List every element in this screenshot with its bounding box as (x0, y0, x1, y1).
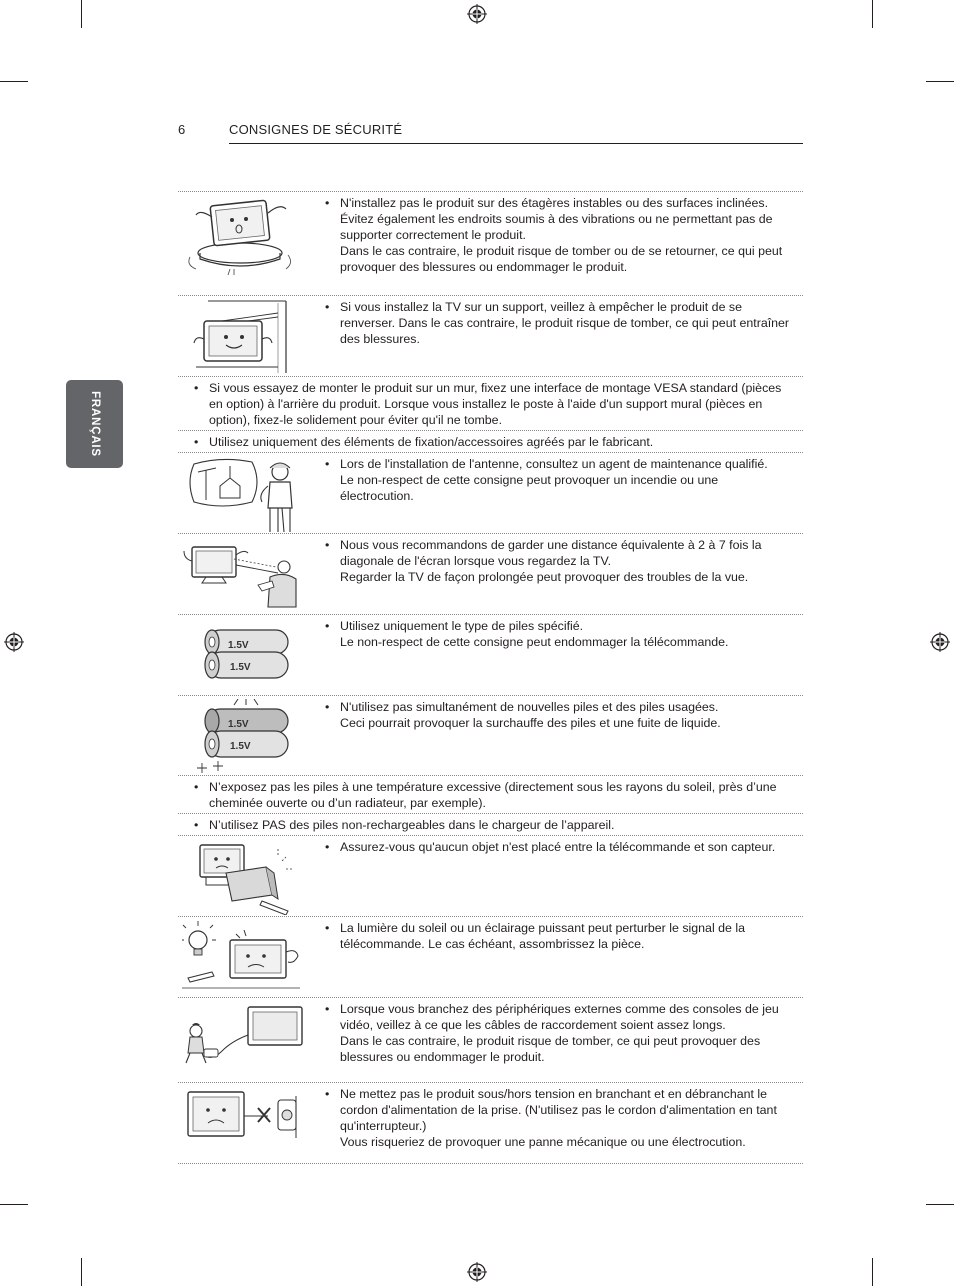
paragraph: N'installez pas le produit sur des étagères instables ou des surfaces inclinées. Évitez également les endroits soumis à des vibrations ou ne permettant pas de supporter correctement le produit. (340, 196, 773, 242)
battery-label: 1.5V (228, 719, 249, 730)
paragraph: Vous risqueriez de provoquer une panne mécanique ou une électrocution. (340, 1134, 746, 1149)
crop-mark (0, 1204, 28, 1205)
section-title: CONSIGNES DE SÉCURITÉ (229, 122, 403, 137)
page-number: 6 (178, 122, 186, 137)
bullet-dot: • (325, 300, 330, 314)
safety-text (325, 300, 790, 348)
safety-item-wall-mount (178, 376, 803, 430)
safety-instructions-list (178, 191, 803, 1164)
bullet-dot: • (194, 780, 199, 794)
safety-item-unstable-shelf (178, 191, 803, 295)
bullet-dot: • (194, 818, 199, 832)
paragraph: Utilisez uniquement des éléments de fixation/accessoires agréés par le fabricant. (209, 435, 654, 449)
safety-item-antenna (178, 452, 803, 533)
safety-text (325, 196, 790, 276)
safety-item-non-rechargeable (178, 813, 803, 835)
paragraph: La lumière du soleil ou un éclairage puissant peut perturber le signal de la télécommande. Le cas échéant, assombrissez la pièce. (340, 921, 746, 951)
bullet-dot: • (194, 435, 199, 449)
safety-text (325, 700, 790, 732)
paragraph: Assurez-vous qu'aucun objet n'est placé entre la télécommande et son capteur. (340, 840, 776, 854)
paragraph: N'utilisez pas simultanément de nouvelles piles et des piles usagées. (340, 700, 719, 714)
safety-item-accessories (178, 430, 803, 452)
language-tab (66, 380, 123, 468)
registration-crosshair-icon (4, 632, 24, 652)
safety-item-power-plug (178, 1082, 803, 1164)
crop-mark (926, 1204, 954, 1205)
paragraph: Dans le cas contraire, le produit risque de tomber, ce qui peut provoquer des blessures ou endommager le produit. (340, 1033, 761, 1064)
bullet-dot: • (325, 700, 330, 714)
header-rule (229, 143, 803, 144)
paragraph: Ceci pourrait provoquer la surchauffe des piles et une fuite de liquide. (340, 715, 721, 730)
crop-mark (872, 1258, 873, 1286)
tv-unstable-shelf-illustration (182, 195, 307, 281)
safety-item-strong-light (178, 916, 803, 997)
crop-mark (81, 1258, 82, 1286)
mixed-batteries-illustration (182, 699, 307, 775)
antenna-technician-illustration (182, 456, 307, 534)
paragraph: Utilisez uniquement le type de piles spécifié. (340, 619, 584, 633)
paragraph: Si vous installez la TV sur un support, veillez à empêcher le produit de se renverser. Dans le cas contraire, le produit risque de tomber, ce qui peut entraîner des blessures. (340, 300, 790, 346)
safety-item-viewing-distance (178, 533, 803, 614)
safety-text (194, 818, 794, 834)
safety-text (325, 619, 790, 651)
safety-text (325, 1002, 790, 1066)
safety-text (325, 840, 790, 856)
safety-text (325, 1087, 790, 1151)
strong-light-illustration (182, 920, 307, 996)
safety-text (325, 538, 790, 586)
safety-item-battery-temperature (178, 775, 803, 813)
bullet-dot: • (325, 1002, 330, 1016)
paragraph: Le non-respect de cette consigne peut provoquer un incendie ou une électrocution. (340, 472, 719, 503)
paragraph: Lors de l'installation de l'antenne, consultez un agent de maintenance qualifié. (340, 457, 768, 471)
registration-crosshair-icon (467, 1262, 487, 1282)
battery-label: 1.5V (228, 640, 249, 651)
crop-mark (81, 0, 82, 28)
safety-item-battery-type (178, 614, 803, 695)
paragraph: Regarder la TV de façon prolongée peut provoquer des troubles de la vue. (340, 569, 749, 584)
safety-item-game-console (178, 997, 803, 1082)
paragraph: N’exposez pas les piles à une température excessive (directement sous les rayons du soleil, près d’une cheminée ouverte ou d’un radiateur, par exemple). (209, 780, 777, 810)
paragraph: N’utilisez PAS des piles non-rechargeables dans le chargeur de l’appareil. (209, 818, 615, 832)
safety-text (194, 381, 794, 429)
paragraph: Ne mettez pas le produit sous/hors tension en branchant et en débranchant le cordon d'alimentation de la prise. (N'utilisez pas le cordon d'alimentation en tant qu'interrupteur.) (340, 1087, 777, 1133)
bullet-dot: • (325, 538, 330, 552)
bullet-dot: • (325, 457, 330, 471)
battery-label: 1.5V (230, 741, 251, 752)
paragraph: Nous vous recommandons de garder une distance équivalente à 2 à 7 fois la diagonale de l'écran lorsque vous regardez la TV. (340, 538, 762, 568)
safety-text (325, 457, 790, 505)
bullet-dot: • (325, 619, 330, 633)
crop-mark (0, 81, 28, 82)
safety-item-tv-stand (178, 295, 803, 376)
safety-text (325, 921, 790, 953)
bullet-dot: • (325, 840, 330, 854)
safety-text (194, 780, 794, 812)
bullet-dot: • (194, 381, 199, 395)
battery-label: 1.5V (230, 662, 251, 673)
crop-mark (872, 0, 873, 28)
page-header (178, 122, 803, 146)
viewing-distance-illustration (182, 537, 307, 613)
power-plug-illustration (182, 1086, 307, 1152)
bullet-dot: • (325, 921, 330, 935)
language-tab-label: FRANÇAIS (88, 391, 101, 457)
paragraph: Le non-respect de cette consigne peut endommager la télécommande. (340, 634, 729, 649)
obstacle-remote-illustration (182, 839, 307, 915)
crop-mark (926, 81, 954, 82)
safety-item-remote-obstacle (178, 835, 803, 916)
safety-text (194, 435, 794, 451)
tv-stand-strap-illustration (182, 299, 307, 375)
registration-crosshair-icon (930, 632, 950, 652)
paragraph: Lorsque vous branchez des périphériques externes comme des consoles de jeu vidéo, veillez à ce que les câbles de raccordement soient assez longs. (340, 1002, 779, 1032)
safety-item-mixed-batteries (178, 695, 803, 775)
paragraph: Dans le cas contraire, le produit risque de tomber ou de se retourner, ce qui peut provoquer des blessures ou endommager le produit. (340, 243, 783, 274)
registration-crosshair-icon (467, 4, 487, 24)
paragraph: Si vous essayez de monter le produit sur un mur, fixez une interface de montage VESA standard (pièces en option) à l'arrière du produit. Lorsque vous installez le poste à l'aide d'un support mural (pièces en option), fixez-le solidement pour éviter qu'il ne tombe. (209, 381, 782, 427)
game-console-cable-illustration (182, 1001, 307, 1077)
bullet-dot: • (325, 1087, 330, 1101)
bullet-dot: • (325, 196, 330, 210)
batteries-illustration (182, 618, 307, 694)
